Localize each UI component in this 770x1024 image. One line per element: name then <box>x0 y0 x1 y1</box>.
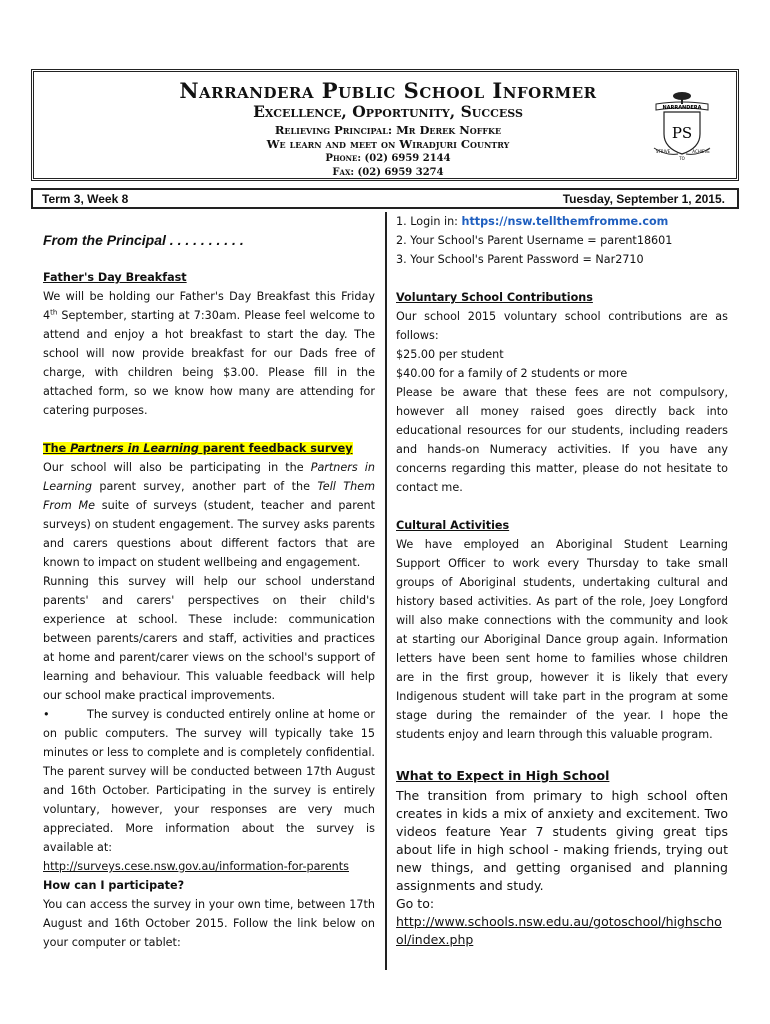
right-column <box>396 212 728 949</box>
cultural-heading: Cultural Activities <box>396 519 510 532</box>
contribution-student: $25.00 per student <box>396 348 504 361</box>
crest-initials: PS <box>671 124 693 142</box>
survey-bullet: • The survey is conducted entirely online at home or on public computers. The survey will typically take 15 minutes or less to complete and is completely confidential. The parent survey will be conducted between 17th August and 16th October. Participating in the survey is entirely voluntary, however, your responses are very much appreciated. More information about the survey is available at: <box>43 705 375 857</box>
fathers-day-text: We will be holding our Father's Day Breakfast this Friday 4th September, starting at 7:30am. Please feel welcome to attend and enjoy a hot breakfast to start the day. The school will now provide breakfast for our Dads free of charge, with children being $3.00. Please fill in the attached form, so we know how many are attending for catering purposes. <box>43 290 375 417</box>
login-step: 1. Login in: https://nsw.tellthemfromme.com <box>396 215 669 228</box>
survey-info-link[interactable]: http://surveys.cese.nsw.gov.au/information-for-parents <box>43 860 349 873</box>
fax-line: Fax: (02) 6959 3274 <box>332 167 444 178</box>
survey-purpose: Running this survey will help our school understand parents' and carers' perspectives on their child's experience at school. These include: communication between parents/carers and staff, activities and practices at home and parent/carer views on the school's support of learning and behaviour. This valuable feedback will help our school make practical improvements. <box>43 575 375 702</box>
participate-text: You can access the survey in your own time, between 17th August and 16th October 2015. Follow the link below on your computer or tablet: <box>43 898 375 949</box>
svg-text:STRIVE: STRIVE <box>655 149 671 154</box>
participate-heading: How can I participate? <box>43 879 185 892</box>
masthead <box>31 69 739 181</box>
newsletter-title: Narrandera Public School Informer <box>179 78 597 103</box>
svg-text:ACHIEVE: ACHIEVE <box>692 149 710 154</box>
username-step: 2. Your School's Parent Username = parent18601 <box>396 234 673 247</box>
high-school-heading: What to Expect in High School <box>396 768 610 783</box>
phone-line: Phone: (02) 6959 2144 <box>325 153 451 164</box>
contribution-family: $40.00 for a family of 2 students or more <box>396 367 628 380</box>
cultural-text: We have employed an Aboriginal Student Learning Support Officer to work every Thursday to take small groups of Aboriginal students, undertaking cultural and history based activities. As part of the role, Joey Longford will also make connections with the community and look at starting our Aboriginal Dance group again. Information letters have been sent home to families whose children are in the first group, however it is likely that every Indigenous student will take part in the program at some stage during the remainder of the year. I hope the students enjoy and learn through this valuable program. <box>396 538 728 741</box>
svg-text:TO: TO <box>679 156 685 161</box>
goto-label: Go to: <box>396 896 435 911</box>
country-line: We learn and meet on Wiradjuri Country <box>266 137 510 151</box>
bullet-icon: • <box>43 708 50 721</box>
date-bar <box>31 188 739 209</box>
school-crest-logo <box>652 90 712 162</box>
fathers-day-heading: Father's Day Breakfast <box>43 271 187 284</box>
issue-date: Tuesday, September 1, 2015. <box>562 192 725 206</box>
principal-line: Relieving Principal: Mr Derek Noffke <box>274 123 502 137</box>
column-divider <box>385 212 387 970</box>
high-school-text: The transition from primary to high school often creates in kids a mix of anxiety and excitement. Two videos feature Year 7 students giving great tips about life in high school - making friends, trying out new things, and getting organised and planning assignments and study. <box>396 788 728 893</box>
password-step: 3. Your School's Parent Password = Nar2710 <box>396 253 644 266</box>
term-week: Term 3, Week 8 <box>42 192 129 206</box>
crest-banner-text: NARRANDERA <box>662 105 702 111</box>
survey-heading: The Partners in Learning parent feedback survey <box>43 442 353 455</box>
school-motto: Excellence, Opportunity, Success <box>253 102 523 121</box>
left-column <box>43 228 375 952</box>
from-principal-heading: From the Principal . . . . . . . . . . <box>43 232 244 248</box>
tellthemfromme-link[interactable]: https://nsw.tellthemfromme.com <box>461 215 669 228</box>
contributions-text: Please be aware that these fees are not compulsory, however all money raised goes directly back into educational resources for our students, including readers and hands-on Numeracy activities. If you have any concerns regarding this matter, please do not hesitate to contact me. <box>396 386 728 494</box>
high-school-link[interactable]: http://www.schools.nsw.edu.au/gotoschool/highschool/index.php <box>396 914 722 947</box>
contributions-intro: Our school 2015 voluntary school contributions are as follows: <box>396 310 728 342</box>
survey-intro: Our school will also be participating in the Partners in Learning parent survey, another part of the Tell Them From Me suite of surveys (student, teacher and parent surveys) on student engagement. The survey asks parents and carers questions about different factors that are known to impact on student wellbeing and engagement. <box>43 461 375 569</box>
contributions-heading: Voluntary School Contributions <box>396 291 593 304</box>
